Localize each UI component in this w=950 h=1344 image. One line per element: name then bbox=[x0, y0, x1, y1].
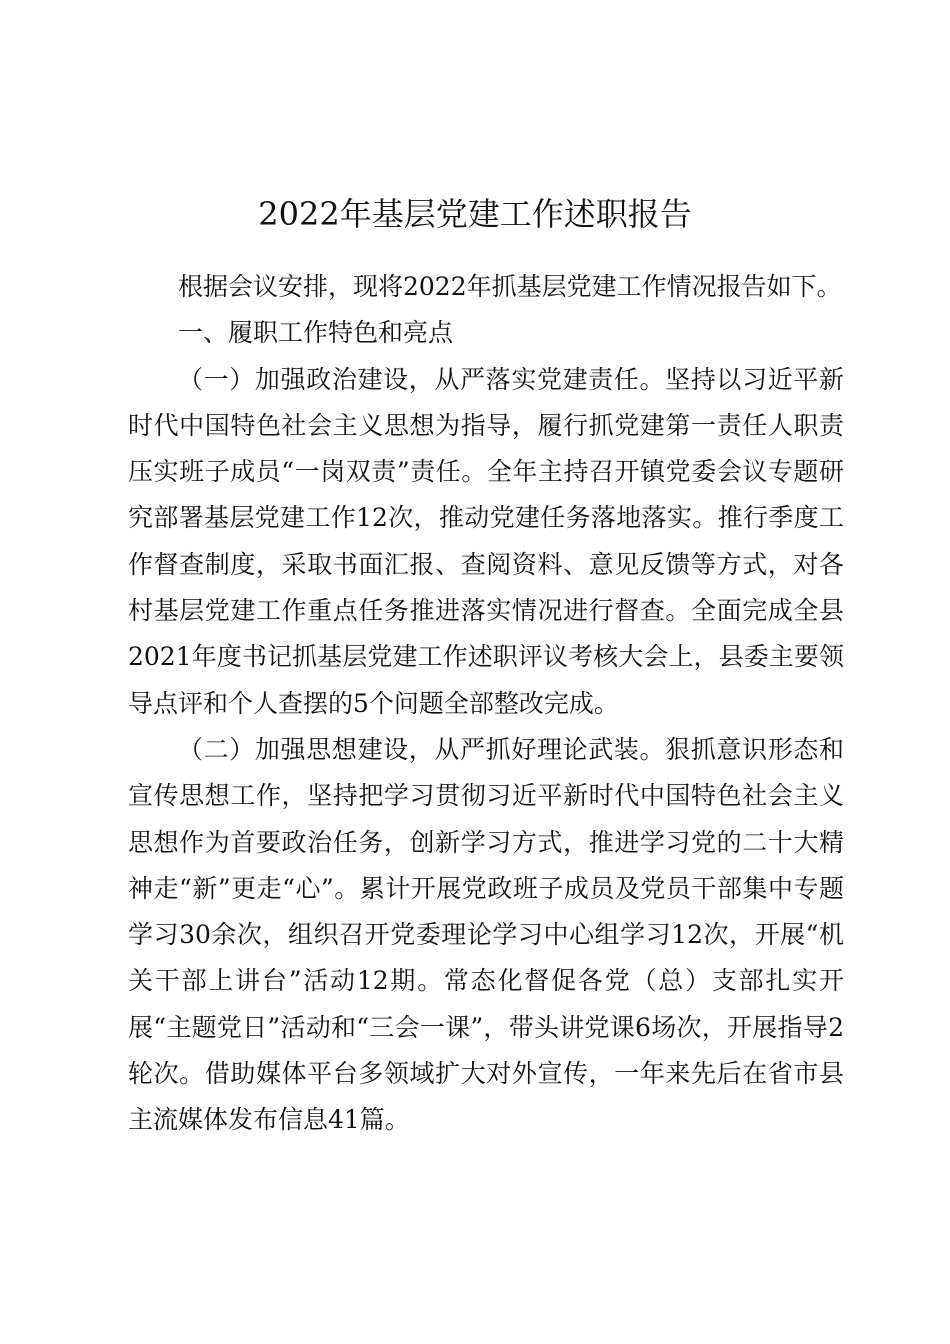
section-heading: 一、履职工作特色和亮点 bbox=[178, 318, 454, 348]
document-body bbox=[128, 264, 844, 1144]
paragraph-ideological-construction: （二）加强思想建设，从严抓好理论武装。狠抓意识形态和宣传思想工作，坚持把学习贯彻习近平新时代中国特色社会主义思想作为首要政治任务，创新学习方式，推进学习党的二十大精神走“新”更走“心”。累计开展党政班子成员及党员干部集中专题学习30余次，组织召开党委理论学习中心组学习12次，开展“机关干部上讲台”活动12期。常态化督促各党（总）支部扎实开展“主题党日”活动和“三会一课”，带头讲党课6场次，开展指导2轮次。借助媒体平台多领域扩大对外宣传，一年来先后在省市县主流媒体发布信息41篇。 bbox=[128, 734, 844, 1135]
paragraph-intro: 根据会议安排，现将2022年抓基层党建工作情况报告如下。 bbox=[178, 272, 842, 301]
document-title: 2022年基层党建工作述职报告 bbox=[258, 195, 692, 233]
paragraph-political-construction: （一）加强政治建设，从严落实党建责任。坚持以习近平新时代中国特色社会主义思想为指导，履行抓党建第一责任人职责压实班子成员“一岗双责”责任。全年主持召开镇党委会议专题研究部署基层党建工作12次，推动党建任务落地落实。推行季度工作督查制度，采取书面汇报、查阅资料、意见反馈等方式，对各村基层党建工作重点任务推进落实情况进行督查。全面完成全县2021年度书记抓基层党建工作述职评议考核大会上，县委主要领导点评和个人查摆的5个问题全部整改完成。 bbox=[128, 364, 844, 718]
